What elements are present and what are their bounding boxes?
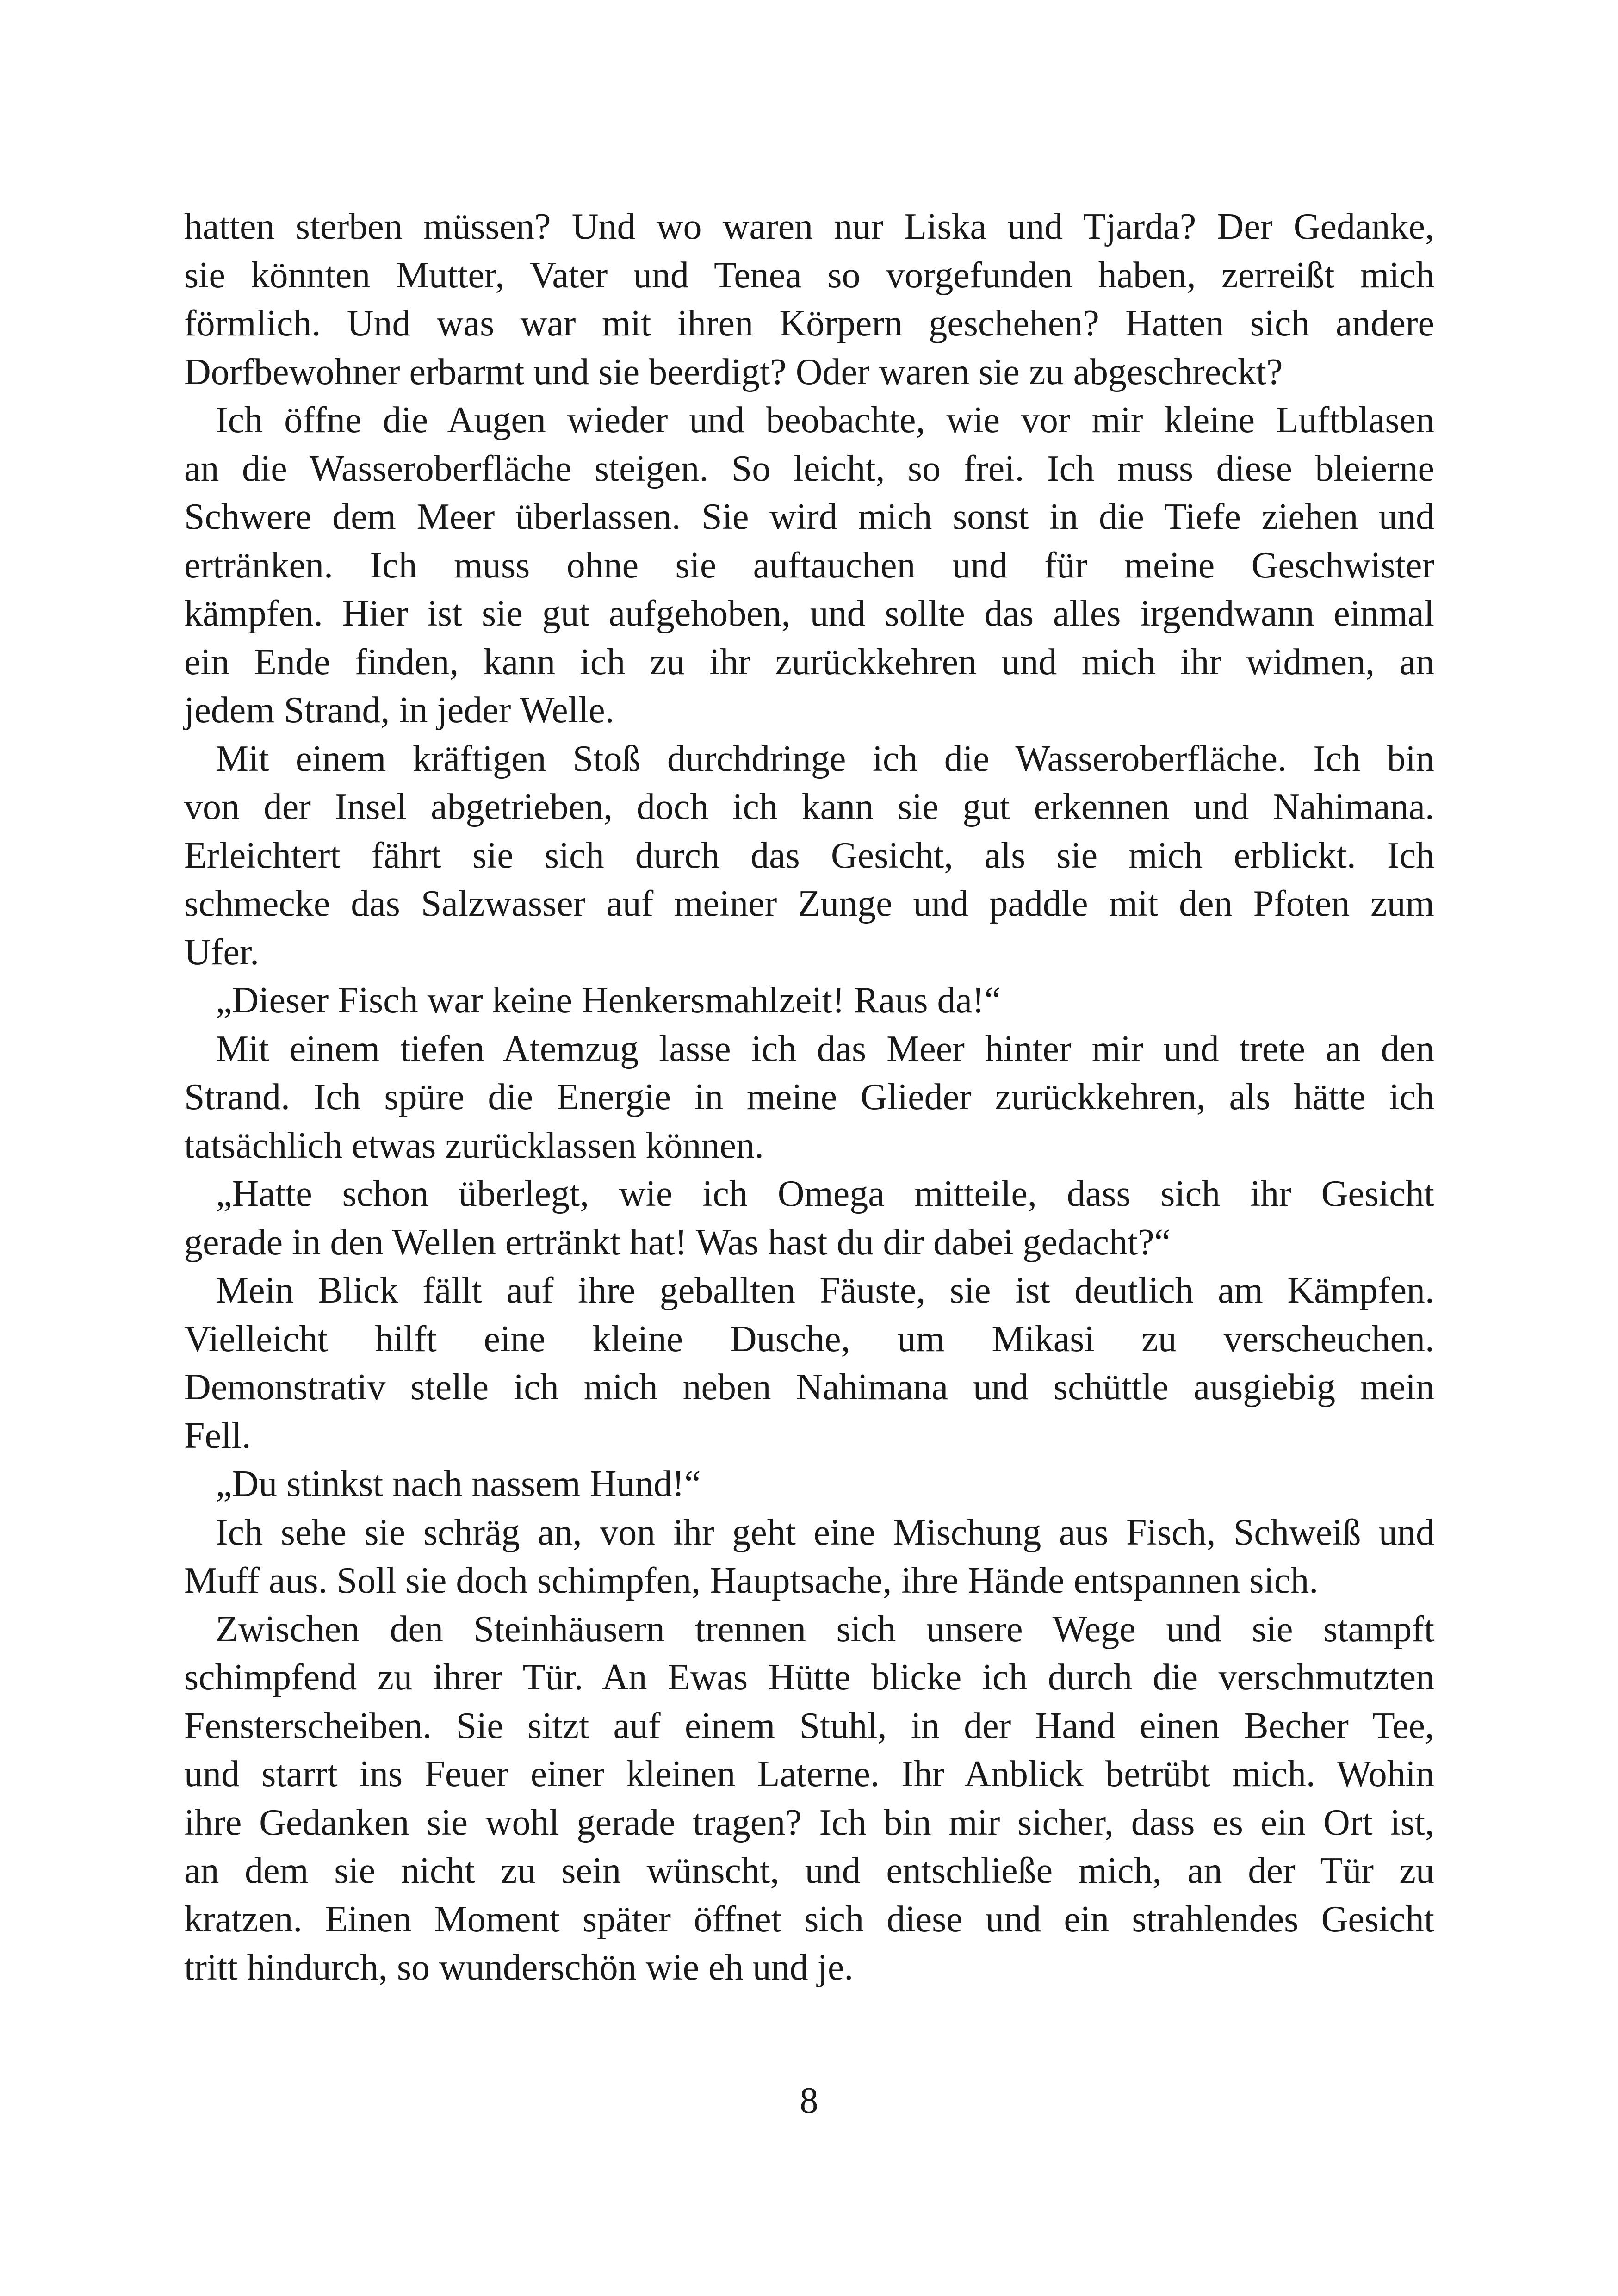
text-line: tritt hindurch, so wunderschön wie eh und je. [184,1947,854,1988]
text-line: Strand. Ich spüre die Energie in meine Glieder zurückkehren, als hätte ich [184,1077,1434,1117]
text-line: kratzen. Einen Moment später öffnet sich diese und ein strahlendes Gesicht [184,1899,1434,1940]
text-line: Ich sehe sie schräg an, von ihr geht eine Mischung aus Fisch, Schweiß und [216,1512,1434,1553]
text-line: schimpfend zu ihrer Tür. An Ewas Hütte blicke ich durch die verschmutzten [184,1657,1434,1698]
paragraph [184,396,1434,735]
text-line: „Hatte schon überlegt, wie ich Omega mitteile, dass sich ihr Gesicht [216,1173,1434,1214]
text-line: hatten sterben müssen? Und wo waren nur Liska und Tjarda? Der Gedanke, [184,206,1434,247]
text-line: Vielleicht hilft eine kleine Dusche, um Mikasi zu verscheuchen. [184,1318,1434,1359]
text-line: Muff aus. Soll sie doch schimpfen, Hauptsache, ihre Hände entspannen sich. [184,1560,1319,1601]
paragraph [184,1605,1434,1992]
text-line: ein Ende finden, kann ich zu ihr zurückkehren und mich ihr widmen, an [184,641,1434,683]
text-line: sie könnten Mutter, Vater und Tenea so vorgefunden haben, zerreißt mich [184,254,1434,296]
text-line: von der Insel abgetrieben, doch ich kann sie gut erkennen und Nahimana. [184,787,1434,827]
paragraph [184,976,1434,1025]
page-number: 8 [800,2080,818,2121]
paragraph [184,1508,1434,1605]
text-line: Schwere dem Meer überlassen. Sie wird mich sonst in die Tiefe ziehen und [184,496,1434,537]
text-line: an die Wasseroberfläche steigen. So leicht, so frei. Ich muss diese bleierne [184,448,1434,489]
text-line: Mein Blick fällt auf ihre geballten Fäuste, sie ist deutlich am Kämpfen. [216,1270,1434,1311]
text-line: ihre Gedanken sie wohl gerade tragen? Ich bin mir sicher, dass es ein Ort ist, [184,1802,1434,1843]
text-line: jedem Strand, in jeder Welle. [184,690,614,731]
paragraph [184,1460,1434,1508]
text-line: Fell. [184,1415,251,1456]
text-line: Demonstrativ stelle ich mich neben Nahimana und schüttle ausgiebig mein [184,1367,1434,1408]
paragraph [184,1266,1434,1460]
paragraph [184,203,1434,396]
text-line: förmlich. Und was war mit ihren Körpern geschehen? Hatten sich andere [184,303,1434,344]
text-line: Dorfbewohner erbarmt und sie beerdigt? Oder waren sie zu abgeschreckt? [184,351,1283,392]
text-line: Ufer. [184,931,260,973]
text-line: und starrt ins Feuer einer kleinen Laterne. Ihr Anblick betrübt mich. Wohin [184,1754,1434,1794]
text-line: „Dieser Fisch war keine Henkersmahlzeit! Raus da!“ [216,980,1001,1021]
text-line: Fensterscheiben. Sie sitzt auf einem Stuhl, in der Hand einen Becher Tee, [184,1705,1434,1746]
text-line: Ich öffne die Augen wieder und beobachte, wie vor mir kleine Luftblasen [216,400,1434,441]
text-line: an dem sie nicht zu sein wünscht, und entschließe mich, an der Tür zu [184,1850,1434,1891]
text-line: Zwischen den Steinhäusern trennen sich unsere Wege und sie stampft [216,1608,1434,1650]
body-text [184,203,1434,1992]
paragraph [184,735,1434,977]
text-line: „Du stinkst nach nassem Hund!“ [216,1464,701,1504]
text-line: gerade in den Wellen ertränkt hat! Was hast du dir dabei gedacht?“ [184,1222,1171,1263]
paragraph [184,1025,1434,1170]
text-line: kämpfen. Hier ist sie gut aufgehoben, und sollte das alles irgendwann einmal [184,593,1434,634]
text-line: schmecke das Salzwasser auf meiner Zunge und paddle mit den Pfoten zum [184,883,1434,924]
text-line: ertränken. Ich muss ohne sie auftauchen und für meine Geschwister [184,545,1434,586]
paragraph [184,1170,1434,1266]
text-line: Erleichtert fährt sie sich durch das Gesicht, als sie mich erblickt. Ich [184,835,1434,876]
text-line: Mit einem tiefen Atemzug lasse ich das Meer hinter mir und trete an den [216,1028,1434,1069]
text-line: tatsächlich etwas zurücklassen können. [184,1125,764,1166]
text-line: Mit einem kräftigen Stoß durchdringe ich die Wasseroberfläche. Ich bin [216,738,1434,779]
